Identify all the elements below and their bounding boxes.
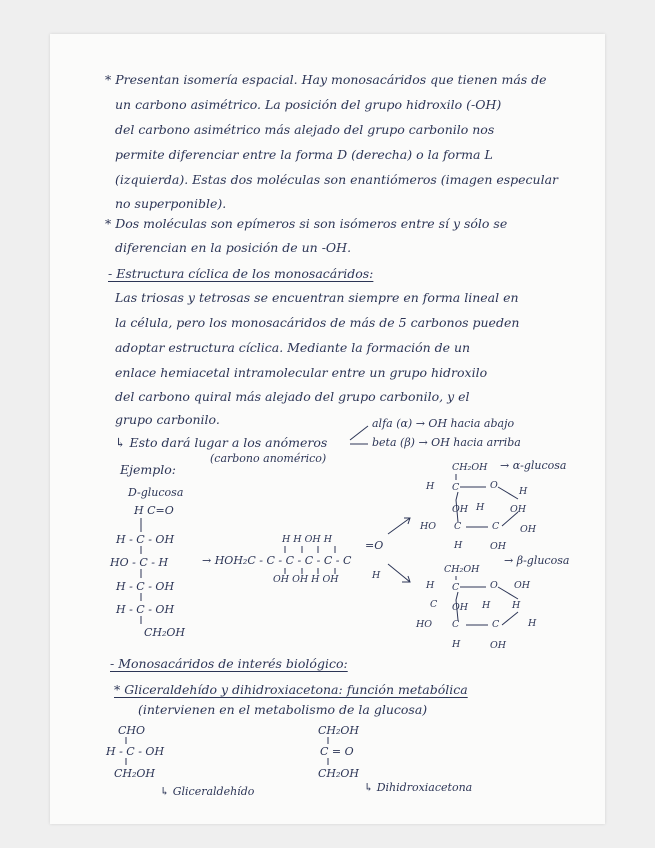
text-line: permite diferenciar entre la forma D (derecha) o la forma L [115, 147, 493, 162]
glyceraldehyde-name: ↳ Gliceraldehído [160, 785, 255, 798]
alpha-ring-o: O [490, 480, 498, 491]
beta-ring-o: O [490, 580, 498, 591]
alpha-ring-c: C [452, 482, 460, 493]
beta-ring-h: H [426, 580, 435, 591]
beta-ring-h: H [482, 600, 491, 611]
alpha-ring-oh: OH [520, 524, 537, 535]
alpha-anomer-note: alfa (α) → OH hacia abajo [372, 417, 515, 430]
linear-glucose-row: HO - C - H [110, 556, 169, 569]
linear-glucose-row: H - C - OH [116, 533, 175, 546]
text-line: grupo carbonilo. [115, 412, 220, 427]
alpha-ring-c: C [492, 521, 500, 532]
text-line: adoptar estructura cíclica. Mediante la formación de un [115, 340, 471, 355]
text-line: un carbono asimétrico. La posición del grupo hidroxilo (-OH) [115, 97, 502, 112]
beta-ring-h: H [512, 600, 521, 611]
beta-ring-ho: HO [416, 619, 433, 630]
text-line: * Presentan isomería espacial. Hay monosacáridos que tienen más de [105, 72, 547, 87]
beta-ring-c: C [452, 582, 460, 593]
linear-glucose-row: H - C - OH [116, 580, 175, 593]
alpha-ring-ho: HO [420, 521, 437, 532]
beta-ring-oh: OH [490, 640, 507, 651]
alpha-ring-c: C [454, 521, 462, 532]
beta-ring-oh: OH [514, 580, 531, 591]
d-glucose-label: D-glucosa [128, 486, 184, 499]
text-line: no superponible). [115, 196, 227, 211]
beta-anomer-note: beta (β) → OH hacia arriba [372, 436, 521, 449]
alpha-ring-h: H [454, 540, 463, 551]
intermediate-chain: → HOH₂C - C - C - C - C - C [202, 554, 352, 567]
beta-ring-oh: OH [452, 602, 469, 613]
glyceraldehyde-structure-row: CHO [118, 724, 146, 737]
text-line: enlace hemiacetal intramolecular entre un grupo hidroxilo [115, 365, 488, 380]
alpha-ring-oh: OH [490, 541, 507, 552]
notebook-page [50, 34, 605, 824]
beta-ring-c: C [492, 619, 500, 630]
dihydroxyacetone-structure-row: C = O [320, 745, 354, 758]
dihydroxyacetone-structure-row: CH₂OH [318, 767, 360, 780]
text-line: diferencian en la posición de un -OH. [115, 240, 352, 255]
beta-ring-c: C [430, 599, 438, 610]
glyceraldehyde-structure-row: CH₂OH [114, 767, 156, 780]
intermediate-h: H [372, 570, 381, 581]
text-line: Las triosas y tetrosas se encuentran siempre en forma lineal en [115, 290, 519, 305]
beta-ring-ch2oh: CH₂OH [444, 564, 480, 575]
example-title: Ejemplo: [120, 462, 176, 477]
section-heading: - Monosacáridos de interés biológico: [110, 656, 348, 671]
section-heading: - Estructura cíclica de los monosacáridos: [108, 266, 374, 281]
alpha-ring-oh: OH [510, 504, 527, 515]
beta-ring-h: H [528, 618, 537, 629]
intermediate-carbonyl: =O [365, 539, 384, 552]
beta-ring-c: C [452, 619, 460, 630]
linear-glucose-row: H C=O [134, 504, 174, 517]
dihydroxyacetone-structure-row: CH₂OH [318, 724, 360, 737]
intermediate-top-substituents: H H OH H [282, 534, 332, 545]
alpha-ring-oh: OH [452, 504, 469, 515]
alpha-ring-h: H [426, 481, 435, 492]
intermediate-bottom-substituents: OH OH H OH [273, 574, 339, 585]
alpha-ring-ch2oh: CH₂OH [452, 462, 488, 473]
arrow-to-alpha [350, 426, 368, 440]
alpha-glucose-label: → α-glucosa [500, 459, 567, 472]
text-line: la célula, pero los monosacáridos de más de 5 carbonos pueden [115, 315, 520, 330]
dihydroxyacetone-name: ↳ Dihidroxiacetona [364, 781, 473, 794]
text-line: del carbono asimétrico más alejado del grupo carbonilo nos [115, 122, 495, 137]
anomers-lead: ↳ Esto dará lugar a los anómeros [115, 435, 328, 450]
glyceraldehyde-structure-row: H - C - OH [106, 745, 165, 758]
text-line: (izquierda). Estas dos moléculas son enantiómeros (imagen especular [115, 172, 559, 187]
beta-glucose-label: → β-glucosa [504, 554, 570, 567]
linear-glucose-row: H - C - OH [116, 603, 175, 616]
text-line: del carbono quiral más alejado del grupo carbonilo, y el [115, 389, 470, 404]
alpha-ring-h: H [519, 486, 528, 497]
glyceraldehyde-line: * Gliceraldehído y dihidroxiacetona: función metabólica [114, 682, 468, 697]
text-line: * Dos moléculas son epímeros si son isómeros entre sí y sólo se [105, 216, 508, 231]
anomeric-carbon-note: (carbono anomérico) [210, 452, 327, 465]
beta-ring-h: H [452, 639, 461, 650]
linear-glucose-row: CH₂OH [144, 626, 186, 639]
alpha-ring-h: H [476, 502, 485, 513]
glyceraldehyde-line: (intervienen en el metabolismo de la glucosa) [138, 702, 428, 717]
